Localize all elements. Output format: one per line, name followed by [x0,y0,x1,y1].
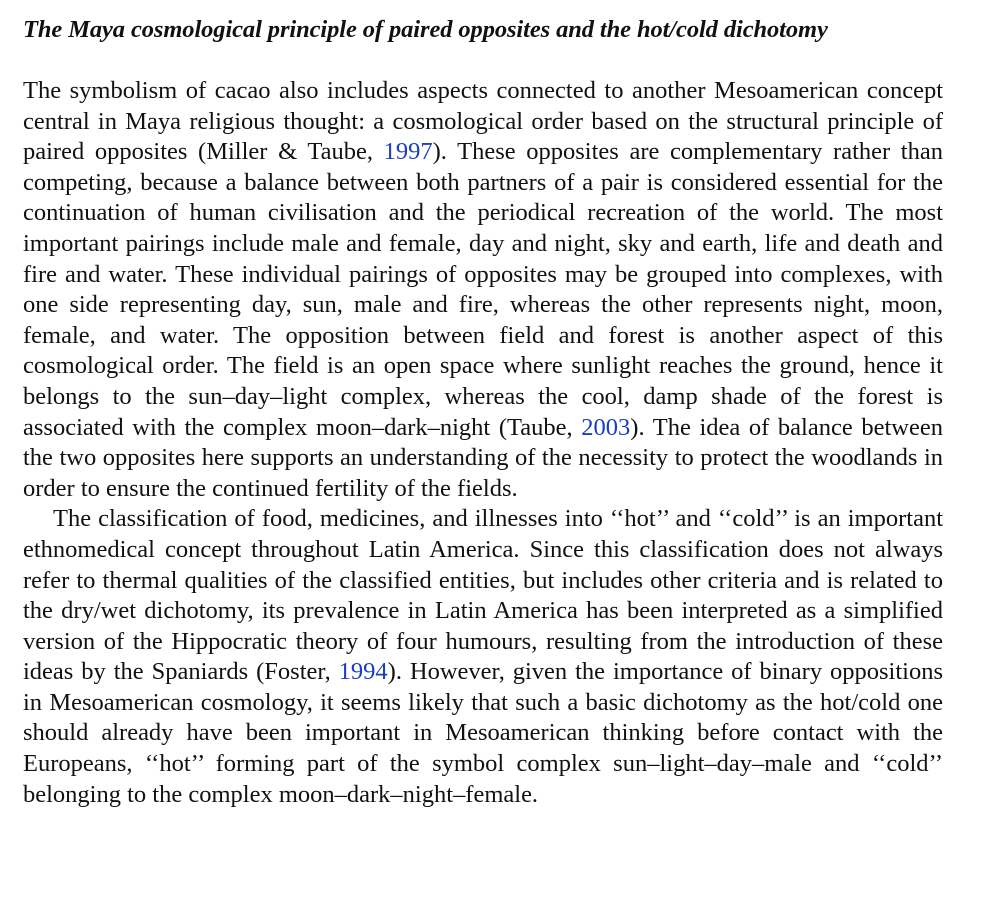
section-heading: The Maya cosmological principle of paired opposites and the hot/cold dichotomy [23,16,828,43]
paragraph2-text-2: ). However, given the importance of binary oppositions in Mesoamerican cosmology, it seems likely that such a basic dichotomy as the hot/cold one should already have been important in Mesoamerican thinking before contact with the Europeans, ‘‘hot’’ forming part of the symbol complex sun–light–day–male and ‘‘cold’’ belonging to the complex moon–dark–night–female. [23,658,944,808]
paragraph2-text-1: The classification of food, medicines, and illnesses into ‘‘hot’’ and ‘‘cold’’ is an important ethnomedical concept throughout Latin America. Since this classification does not always refer to thermal qualities of the classified entities, but includes other criteria and is related to the dry/wet dichotomy, its prevalence in Latin America has been interpreted as a simplified version of the Hippocratic theory of four humours, resulting from the introduction of these ideas by the Spaniards (Foster, [23,505,943,686]
citation-link-foster[interactable]: 1994 [338,658,388,686]
paragraph-hot-cold [23,504,943,810]
citation-link-taube[interactable]: 2003 [581,413,631,441]
paragraph1-text-3: ). The idea of balance between the two opposites here supports an understanding of the necessity to protect the woodlands in order to ensure the continued fertility of the fields. [23,413,943,502]
paragraph1-text-1: The symbolism of cacao also includes aspects connected to another Mesoamerican concept central in Maya religious thought: a cosmological order based on the structural principle of paired opposites (Miller & Taube, [23,77,943,166]
paragraph1-text-2: ). These opposites are complementary rather than competing, because a balance between both partners of a pair is considered essential for the continuation of human civilisation and the periodical recreation of the world. The most important pairings include male and female, day and night, sky and earth, life and death and fire and water. These individual pairings of opposites may be grouped into complexes, with one side representing day, sun, male and fire, whereas the other represents night, moon, female, and water. The opposition between field and forest is another aspect of this cosmological order. The field is an open space where sunlight reaches the ground, hence it belongs to the sun–day–light complex, whereas the cool, damp shade of the forest is associated with the complex moon–dark–night (Taube, [23,138,943,441]
citation-link-miller-taube[interactable]: 1997 [383,138,433,166]
paragraph-paired-opposites [23,76,943,504]
article-page [23,14,943,810]
